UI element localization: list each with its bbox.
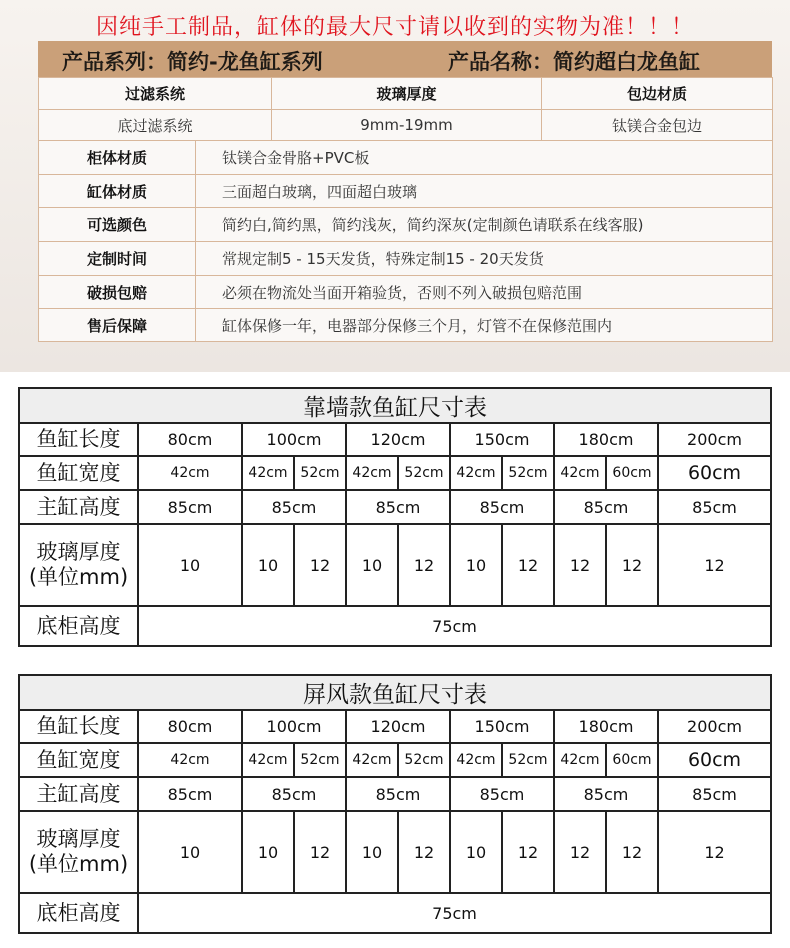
info-col-header: 玻璃厚度 <box>272 78 542 110</box>
row-label-width: 鱼缸宽度 <box>19 456 138 490</box>
info-row-value: 缸体保修一年，电器部分保修三个月，灯管不在保修范围内 <box>196 309 773 342</box>
info-row-label: 可选颜色 <box>39 208 196 242</box>
height-cell: 85cm <box>242 777 346 811</box>
length-cell: 80cm <box>138 423 242 456</box>
row-label-height: 主缸高度 <box>19 490 138 524</box>
info-row-value: 简约白,简约黑，简约浅灰，简约深灰(定制颜色请联系在线客服) <box>196 208 773 242</box>
glass-cell: 12 <box>554 524 606 606</box>
glass-cell: 10 <box>450 524 502 606</box>
info-row-label: 定制时间 <box>39 242 196 276</box>
info-col-value: 钛镁合金包边 <box>542 110 773 141</box>
glass-cell: 12 <box>294 524 346 606</box>
glass-cell: 10 <box>242 524 294 606</box>
width-cell: 52cm <box>398 456 450 490</box>
width-cell: 42cm <box>138 456 242 490</box>
info-row-label: 售后保障 <box>39 309 196 342</box>
glass-label-line1: 玻璃厚度 <box>36 827 121 851</box>
height-cell: 85cm <box>138 777 242 811</box>
glass-cell: 12 <box>658 811 771 893</box>
height-cell: 85cm <box>658 777 771 811</box>
width-cell: 60cm <box>658 743 771 777</box>
glass-cell: 10 <box>346 811 398 893</box>
info-detail-table <box>38 140 773 342</box>
info-row-label: 破损包赔 <box>39 276 196 309</box>
row-label-length: 鱼缸长度 <box>19 423 138 456</box>
notice-text: 因纯手工制品，缸体的最大尺寸请以收到的实物为准！！！ <box>95 15 694 40</box>
width-cell: 42cm <box>242 743 294 777</box>
glass-cell: 12 <box>398 524 450 606</box>
width-cell: 52cm <box>294 743 346 777</box>
glass-cell: 12 <box>554 811 606 893</box>
cabinet-cell: 75cm <box>138 893 771 933</box>
height-cell: 85cm <box>658 490 771 524</box>
glass-cell: 12 <box>606 811 658 893</box>
glass-cell: 12 <box>658 524 771 606</box>
glass-cell: 10 <box>450 811 502 893</box>
glass-cell: 10 <box>138 811 242 893</box>
cabinet-cell: 75cm <box>138 606 771 646</box>
width-cell: 52cm <box>398 743 450 777</box>
glass-label-line2: (单位mm) <box>28 852 129 876</box>
width-cell: 42cm <box>346 456 398 490</box>
length-cell: 200cm <box>658 423 771 456</box>
length-cell: 200cm <box>658 710 771 743</box>
glass-cell: 12 <box>398 811 450 893</box>
width-cell: 60cm <box>606 743 658 777</box>
length-cell: 150cm <box>450 423 554 456</box>
info-col-header: 包边材质 <box>542 78 773 110</box>
height-cell: 85cm <box>450 490 554 524</box>
length-cell: 100cm <box>242 710 346 743</box>
height-cell: 85cm <box>138 490 242 524</box>
info-row-value: 必须在物流处当面开箱验货，否则不列入破损包赔范围 <box>196 276 773 309</box>
glass-cell: 10 <box>138 524 242 606</box>
glass-cell: 12 <box>294 811 346 893</box>
length-cell: 180cm <box>554 423 658 456</box>
width-cell: 52cm <box>502 456 554 490</box>
width-cell: 42cm <box>346 743 398 777</box>
height-cell: 85cm <box>450 777 554 811</box>
info-section <box>0 0 790 372</box>
width-cell: 42cm <box>554 456 606 490</box>
glass-cell: 12 <box>606 524 658 606</box>
width-cell: 42cm <box>138 743 242 777</box>
row-label-glass <box>19 811 138 893</box>
glass-label-line1: 玻璃厚度 <box>36 540 121 564</box>
width-cell: 42cm <box>450 743 502 777</box>
row-label-cabinet: 底柜高度 <box>19 893 138 933</box>
row-label-length: 鱼缸长度 <box>19 710 138 743</box>
length-cell: 120cm <box>346 423 450 456</box>
info-col-header: 过滤系统 <box>39 78 272 110</box>
width-cell: 42cm <box>554 743 606 777</box>
width-cell: 42cm <box>450 456 502 490</box>
size-table-screen <box>18 674 772 934</box>
row-label-height: 主缸高度 <box>19 777 138 811</box>
row-label-width: 鱼缸宽度 <box>19 743 138 777</box>
size-table-wall <box>18 387 772 647</box>
length-cell: 100cm <box>242 423 346 456</box>
glass-cell: 10 <box>242 811 294 893</box>
info-row-label: 缸体材质 <box>39 175 196 208</box>
glass-cell: 10 <box>346 524 398 606</box>
height-cell: 85cm <box>346 490 450 524</box>
length-cell: 120cm <box>346 710 450 743</box>
product-series: 产品系列：简约-龙鱼缸系列 <box>62 50 323 74</box>
info-row-value: 常规定制5 - 15天发货，特殊定制15 - 20天发货 <box>196 242 773 276</box>
height-cell: 85cm <box>554 777 658 811</box>
glass-label-line2: (单位mm) <box>28 565 129 589</box>
info-top-table <box>38 77 773 141</box>
product-name: 产品名称：简约超白龙鱼缸 <box>448 50 700 74</box>
length-cell: 180cm <box>554 710 658 743</box>
glass-cell: 12 <box>502 524 554 606</box>
height-cell: 85cm <box>242 490 346 524</box>
table-title: 屏风款鱼缸尺寸表 <box>19 675 771 710</box>
info-col-value: 底过滤系统 <box>39 110 272 141</box>
info-row-value: 钛镁合金骨胳+PVC板 <box>196 141 773 175</box>
glass-cell: 12 <box>502 811 554 893</box>
height-cell: 85cm <box>554 490 658 524</box>
width-cell: 42cm <box>242 456 294 490</box>
product-header-bar <box>38 41 772 77</box>
height-cell: 85cm <box>346 777 450 811</box>
width-cell: 52cm <box>294 456 346 490</box>
row-label-cabinet: 底柜高度 <box>19 606 138 646</box>
width-cell: 60cm <box>658 456 771 490</box>
width-cell: 60cm <box>606 456 658 490</box>
table-title: 靠墙款鱼缸尺寸表 <box>19 388 771 423</box>
info-col-value: 9mm-19mm <box>272 110 542 141</box>
row-label-glass <box>19 524 138 606</box>
length-cell: 80cm <box>138 710 242 743</box>
info-row-label: 柜体材质 <box>39 141 196 175</box>
info-row-value: 三面超白玻璃，四面超白玻璃 <box>196 175 773 208</box>
length-cell: 150cm <box>450 710 554 743</box>
width-cell: 52cm <box>502 743 554 777</box>
